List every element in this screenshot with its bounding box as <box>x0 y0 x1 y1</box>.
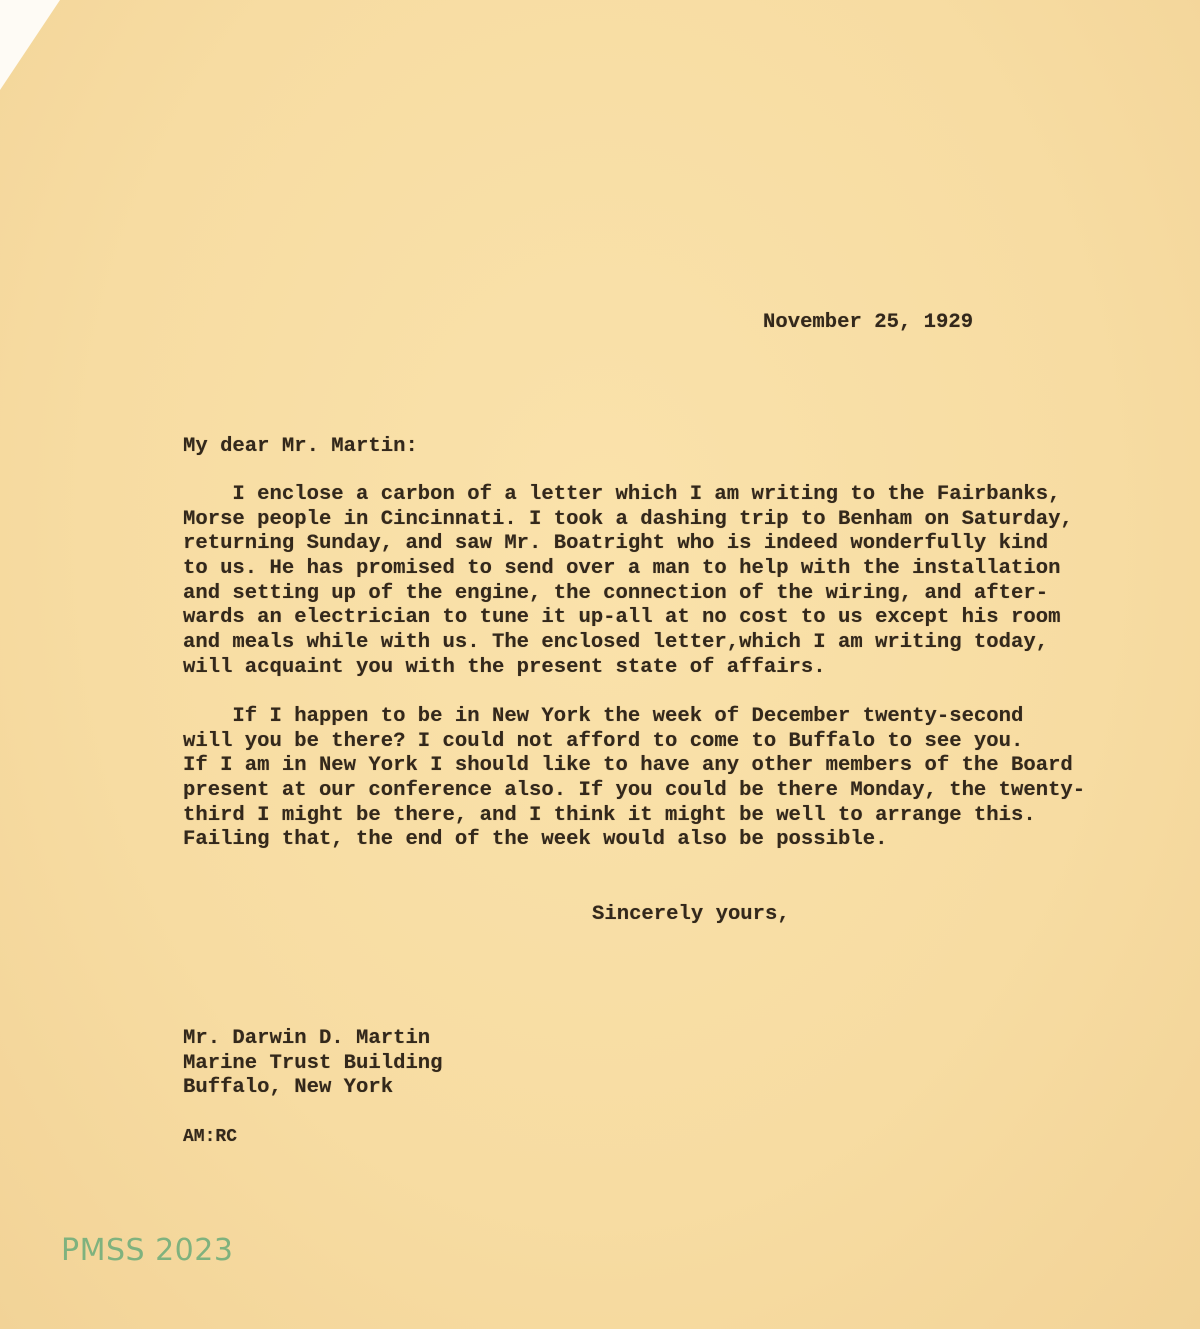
paragraph-line: to us. He has promised to send over a man to help with the installation <box>183 557 1061 581</box>
paragraph-line: will acquaint you with the present state of affairs. <box>183 655 826 679</box>
address-line: Marine Trust Building <box>183 1051 443 1075</box>
address-line: Buffalo, New York <box>183 1076 394 1100</box>
folded-corner <box>0 0 60 90</box>
recipient-address <box>183 1027 443 1101</box>
watermark: PMSS 2023 <box>61 1233 234 1268</box>
paragraph-line: and setting up of the engine, the connection of the wiring, and after- <box>183 581 1049 605</box>
address-line: Mr. Darwin D. Martin <box>183 1027 431 1050</box>
paragraph-line: Morse people in Cincinnati. I took a dashing trip to Benham on Saturday, <box>183 507 1073 531</box>
reference-initials: AM:RC <box>183 1127 238 1147</box>
paragraph-line: If I am in New York I should like to have any other members of the Board <box>183 754 1073 778</box>
letter-date: November 25, 1929 <box>763 311 974 334</box>
paragraph-line: Failing that, the end of the week would also be possible. <box>183 828 888 852</box>
body-paragraph-1 <box>183 483 1073 681</box>
paragraph-line: third I might be there, and I think it might be well to arrange this. <box>183 803 1036 827</box>
paragraph-line: and meals while with us. The enclosed letter,which I am writing today, <box>183 631 1049 655</box>
paragraph-line: will you be there? I could not afford to come to Buffalo to see you. <box>183 729 1024 753</box>
salutation: My dear Mr. Martin: <box>183 435 418 458</box>
paragraph-line: I enclose a carbon of a letter which I am writing to the Fairbanks, <box>183 483 1061 506</box>
body-paragraph-2 <box>183 705 1085 853</box>
paragraph-line: returning Sunday, and saw Mr. Boatright who is indeed wonderfully kind <box>183 532 1049 556</box>
paragraph-line: If I happen to be in New York the week of December twenty-second <box>183 705 1024 728</box>
paragraph-line: present at our conference also. If you could be there Monday, the twenty- <box>183 779 1086 803</box>
closing: Sincerely yours, <box>592 903 790 926</box>
paragraph-line: wards an electrician to tune it up-all at no cost to us except his room <box>183 606 1061 630</box>
